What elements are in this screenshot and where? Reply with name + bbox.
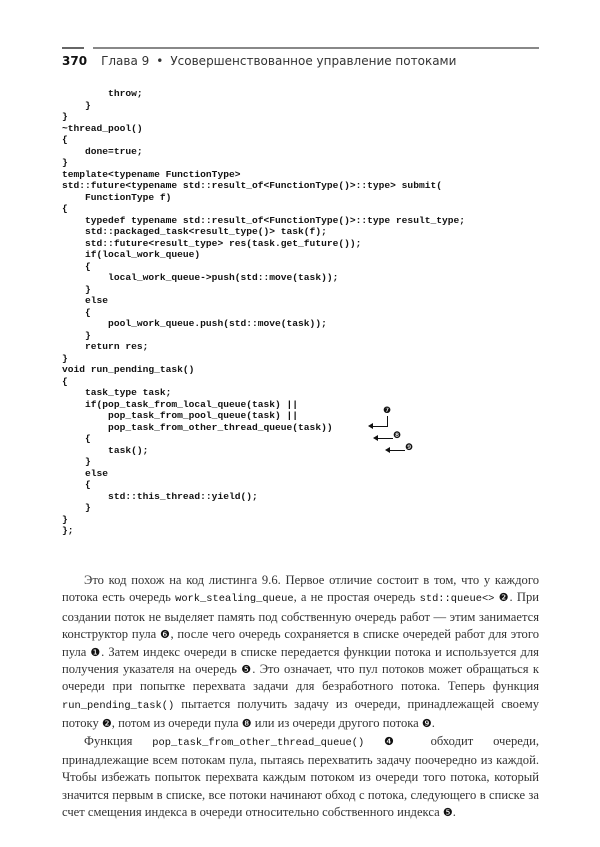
bullet-separator: • (156, 54, 164, 68)
text-run: . При создании поток не выделяет память под собственную очередь работ — этим занимается конструктор пула (62, 590, 539, 642)
text-run: , потом из очереди пула (111, 716, 242, 731)
text-run: Это код похож на код листинга 9.6. Первое отличие состоит в том, что у каждого потока есть очередь (62, 573, 539, 605)
code-line: done=true; (62, 145, 143, 157)
text-run: . (452, 805, 456, 820)
paragraph-1 (62, 572, 539, 733)
inline-code: pop_task_from_other_thread_queue() (152, 736, 365, 749)
text-run: . Это означает, что пул потоков может обращаться к очереди при попытке перехвата задачи для безработного потока. Теперь функция (62, 662, 539, 694)
callout-marker: ❷ (101, 717, 112, 731)
callout-marker: ❺ (442, 806, 453, 820)
paragraph-2 (62, 733, 539, 822)
inline-code: std::queue<> (419, 593, 495, 606)
body-text (62, 572, 539, 822)
code-line: } (62, 111, 68, 122)
running-header (62, 54, 456, 68)
inline-code: work_stealing_queue (175, 593, 294, 606)
code-listing (62, 88, 465, 537)
code-line: else (62, 295, 109, 306)
text-run: обходит очереди, принадлежащие всем потокам пула, пытаясь перехватить задачу поочередно из каждой. Чтобы избежать попыток перехвата каждым потоком из очереди того потока, который значится первым в списке, все потоки начинают обход с потока, следующего в списке за счет смещения индекса в очереди относительно собственного индекса (62, 733, 539, 820)
code-line: pool_work_queue.push(std::move(task)); (62, 318, 327, 329)
code-line: FunctionType f) (62, 191, 172, 203)
code-line: pop_task_from_pool_queue(task) || (62, 410, 299, 421)
callout-marker: ❻ (160, 628, 171, 642)
text-run: или из очереди другого потока (254, 716, 422, 731)
code-line: return res; (62, 341, 149, 352)
code-line: { (62, 479, 91, 490)
callout-9-arrow (389, 450, 405, 451)
callout-7-arrow (372, 426, 388, 427)
code-line: }; (62, 525, 74, 536)
code-line: if(pop_task_from_local_queue(task) || (62, 398, 299, 410)
code-line: template<typename FunctionType> (62, 168, 241, 180)
callout-8-arrow (377, 438, 393, 439)
code-line: } (62, 502, 91, 513)
text-run: . (431, 716, 435, 731)
code-line: { (62, 134, 68, 145)
chapter-label: Глава 9 (101, 54, 150, 68)
text-run: , после чего очередь сохраняется в списке очередей работ для этого пула (62, 627, 539, 659)
code-line: } (62, 99, 91, 111)
text-run: пытается получить задачу из очереди, принадлежащей своему потоку (62, 696, 539, 731)
code-line: if(local_work_queue) (62, 249, 201, 260)
callout-marker: ❾ (421, 717, 432, 731)
code-line: task(); (62, 444, 149, 456)
code-line: { (62, 433, 91, 444)
code-line: else (62, 467, 109, 479)
code-line: std::packaged_task<result_type()> task(f); (62, 226, 327, 237)
code-line: } (62, 352, 68, 364)
code-line: { (62, 203, 68, 214)
code-line: local_work_queue->push(std::move(task)); (62, 272, 339, 283)
code-line: } (62, 513, 68, 525)
chapter-title: Усовершенствованное управление потоками (170, 54, 457, 68)
code-line: { (62, 375, 68, 387)
code-line: std::future<typename std::result_of<FunctionType()>::type> submit( (62, 180, 442, 191)
header-rule-left (62, 47, 84, 49)
code-line: } (62, 157, 68, 168)
code-line: throw; (62, 88, 143, 99)
code-line: task_type task; (62, 387, 172, 398)
code-line: { (62, 306, 91, 318)
code-line: std::this_thread::yield(); (62, 490, 258, 502)
code-line: { (62, 260, 91, 272)
code-line: std::future<result_type> res(task.get_future()); (62, 237, 362, 249)
code-line: ~thread_pool() (62, 122, 143, 134)
callout-marker: ❷ (498, 591, 510, 605)
text-run: . Затем индекс очереди в списке передается функции потока и используется для получения указателя на очередь (62, 644, 539, 677)
code-line: typedef typename std::result_of<FunctionType()>::type result_type; (62, 214, 466, 226)
callout-7-connector (387, 416, 388, 426)
text-run: , а не простая очередь (293, 590, 420, 605)
code-line: void run_pending_task() (62, 364, 195, 375)
code-line: } (62, 283, 91, 295)
code-line: } (62, 329, 91, 341)
callout-marker: ❶ (90, 645, 102, 659)
header-rule-right (93, 47, 539, 49)
callout-9: ❾ (405, 443, 414, 453)
text-run: Функция (84, 733, 153, 748)
code-line: } (62, 456, 91, 467)
callout-8: ❽ (393, 431, 402, 441)
callout-marker: ❹ (384, 734, 411, 748)
code-line: pop_task_from_other_thread_queue(task)) (62, 421, 333, 433)
page-number: 370 (62, 54, 88, 68)
callout-marker: ❺ (241, 663, 253, 677)
callout-marker: ❽ (241, 717, 252, 731)
inline-code: run_pending_task() (62, 699, 175, 712)
callout-7: ❼ (383, 406, 392, 416)
